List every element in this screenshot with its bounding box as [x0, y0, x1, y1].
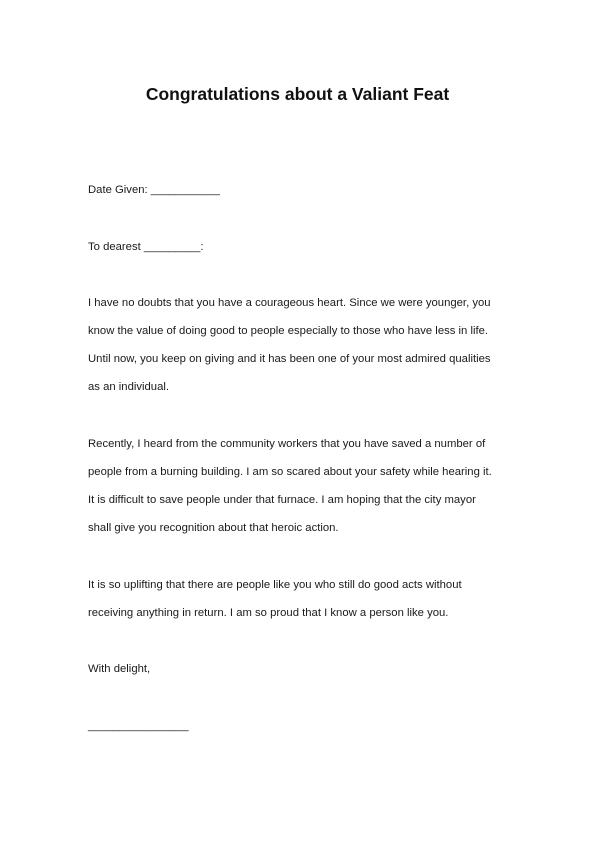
paragraph-2-line-2: people from a burning building. I am so scared about your safety while hearing it.	[88, 466, 492, 478]
paragraph-1-line-2: know the value of doing good to people especially to those who have less in life.	[88, 325, 489, 337]
paragraph-3-line-2: receiving anything in return. I am so proud that I know a person like you.	[88, 607, 449, 619]
paragraph-1-line-3: Until now, you keep on giving and it has been one of your most admired qualities	[88, 353, 491, 365]
paragraph-2-line-1: Recently, I heard from the community workers that you have saved a number of	[88, 438, 486, 450]
paragraph-1-line-1: I have no doubts that you have a courageous heart. Since we were younger, you	[88, 297, 491, 309]
paragraph-1-line-4: as an individual.	[88, 381, 170, 393]
paragraph-2-line-4: shall give you recognition about that heroic action.	[88, 522, 339, 534]
paragraph-2-line-3: It is difficult to save people under that furnace. I am hoping that the city mayor	[88, 494, 476, 506]
salutation-line: To dearest _________:	[88, 241, 204, 253]
closing-line: With delight,	[88, 663, 151, 675]
date-given-line: Date Given: ___________	[88, 184, 220, 196]
signature-line: ________________	[88, 720, 189, 732]
page-title: Congratulations about a Valiant Feat	[145, 84, 450, 104]
paragraph-3-line-1: It is so uplifting that there are people like you who still do good acts without	[88, 579, 462, 591]
